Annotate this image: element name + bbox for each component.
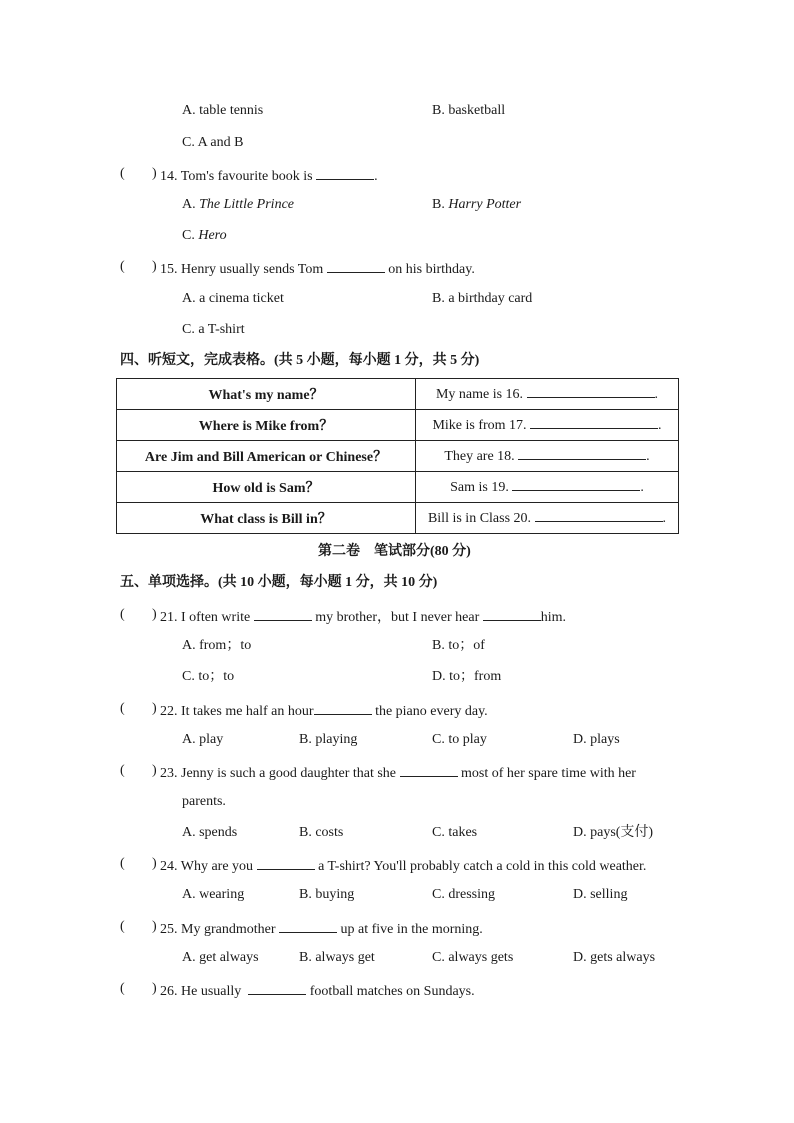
answer-blank-17 xyxy=(530,416,658,429)
table-row xyxy=(117,379,679,410)
q22-blank xyxy=(314,702,372,715)
q21-blank-1 xyxy=(254,608,312,621)
q23-stem-continued: parents. xyxy=(182,794,226,809)
q14-option-b: B. Harry Potter xyxy=(432,197,522,212)
q22-answer-paren-open: ( xyxy=(120,701,125,716)
q23-option-d: D. pays(支付) xyxy=(573,825,654,840)
q15-answer-paren-close: ) xyxy=(152,259,157,274)
q15-option-b: B. a birthday card xyxy=(432,291,533,306)
q23-option-b: B. costs xyxy=(299,825,344,840)
q25-stem: 25. My grandmother up at five in the morning. xyxy=(160,922,483,937)
table-question: Where is Mike from？ xyxy=(117,410,416,441)
q22-option-c: C. to play xyxy=(432,732,487,747)
q21-stem: 21. I often write my brother，but I never hear him. xyxy=(160,610,567,625)
q14-answer-paren-open: ( xyxy=(120,166,125,181)
q14-blank xyxy=(316,167,374,180)
q26-blank xyxy=(248,982,306,995)
q15-option-c: C. a T-shirt xyxy=(182,322,245,337)
q15-stem: 15. Henry usually sends Tom on his birthday. xyxy=(160,262,475,277)
q23-option-c: C. takes xyxy=(432,825,478,840)
q23-answer-paren-close: ) xyxy=(152,763,157,778)
q26-answer-paren-close: ) xyxy=(152,981,157,996)
q21-option-d: D. to；from xyxy=(432,669,502,684)
table-row xyxy=(117,503,679,534)
q22-option-d: D. plays xyxy=(573,732,620,747)
q23-stem: 23. Jenny is such a good daughter that she most of her spare time with her xyxy=(160,766,636,781)
table-answer: Bill is in Class 20. . xyxy=(416,503,679,534)
table-row xyxy=(117,410,679,441)
q14-option-a: A. The Little Prince xyxy=(182,197,295,212)
q21-answer-paren-open: ( xyxy=(120,607,125,622)
q24-answer-paren-close: ) xyxy=(152,856,157,871)
q25-answer-paren-close: ) xyxy=(152,919,157,934)
table-row xyxy=(117,472,679,503)
answer-blank-18 xyxy=(518,447,646,460)
section-4-heading: 四、听短文，完成表格。(共 5 小题，每小题 1 分，共 5 分) xyxy=(120,353,480,368)
table-answer: They are 18. . xyxy=(416,441,679,472)
q15-blank xyxy=(327,260,385,273)
q22-option-a: A. play xyxy=(182,732,224,747)
q22-stem: 22. It takes me half an hour the piano every day. xyxy=(160,704,488,719)
table-answer: Sam is 19. . xyxy=(416,472,679,503)
q22-option-b: B. playing xyxy=(299,732,358,747)
q15-option-a: A. a cinema ticket xyxy=(182,291,284,306)
q21-answer-paren-close: ) xyxy=(152,607,157,622)
q15-answer-paren-open: ( xyxy=(120,259,125,274)
q13-option-a: A. table tennis xyxy=(182,103,264,118)
q25-option-a: A. get always xyxy=(182,950,259,965)
q13-option-b: B. basketball xyxy=(432,103,506,118)
q25-answer-paren-open: ( xyxy=(120,919,125,934)
table-question: What class is Bill in？ xyxy=(117,503,416,534)
q24-option-b: B. buying xyxy=(299,887,355,902)
q21-blank-2 xyxy=(483,608,541,621)
answer-blank-16 xyxy=(527,385,655,398)
q14-answer-paren-close: ) xyxy=(152,166,157,181)
table-question: Are Jim and Bill American or Chinese？ xyxy=(117,441,416,472)
q21-option-c: C. to；to xyxy=(182,669,235,684)
q23-blank xyxy=(400,764,458,777)
table-answer: Mike is from 17. . xyxy=(416,410,679,441)
table-question: How old is Sam？ xyxy=(117,472,416,503)
section-5-heading: 五、单项选择。(共 10 小题，每小题 1 分，共 10 分) xyxy=(120,575,438,590)
q24-blank xyxy=(257,857,315,870)
q14-option-c: C. Hero xyxy=(182,228,227,243)
listening-table xyxy=(116,378,679,534)
q24-answer-paren-open: ( xyxy=(120,856,125,871)
q24-option-a: A. wearing xyxy=(182,887,245,902)
q24-option-d: D. selling xyxy=(573,887,628,902)
q25-blank xyxy=(279,920,337,933)
q25-option-c: C. always gets xyxy=(432,950,514,965)
q23-option-a: A. spends xyxy=(182,825,238,840)
q24-option-c: C. dressing xyxy=(432,887,495,902)
q21-option-b: B. to；of xyxy=(432,638,485,653)
q26-answer-paren-open: ( xyxy=(120,981,125,996)
q23-answer-paren-open: ( xyxy=(120,763,125,778)
q22-answer-paren-close: ) xyxy=(152,701,157,716)
q25-option-d: D. gets always xyxy=(573,950,656,965)
table-question: What's my name？ xyxy=(117,379,416,410)
q21-option-a: A. from；to xyxy=(182,638,252,653)
q13-option-c: C. A and B xyxy=(182,135,244,150)
q26-stem: 26. He usually football matches on Sundays. xyxy=(160,984,475,999)
q25-option-b: B. always get xyxy=(299,950,375,965)
part-2-title: 第二卷 笔试部分(80 分) xyxy=(318,544,471,559)
table-answer: My name is 16. . xyxy=(416,379,679,410)
answer-blank-20 xyxy=(535,509,663,522)
table-row xyxy=(117,441,679,472)
q14-stem: 14. Tom's favourite book is . xyxy=(160,169,378,184)
q24-stem: 24. Why are you a T-shirt? You'll probably catch a cold in this cold weather. xyxy=(160,859,647,874)
answer-blank-19 xyxy=(512,478,640,491)
